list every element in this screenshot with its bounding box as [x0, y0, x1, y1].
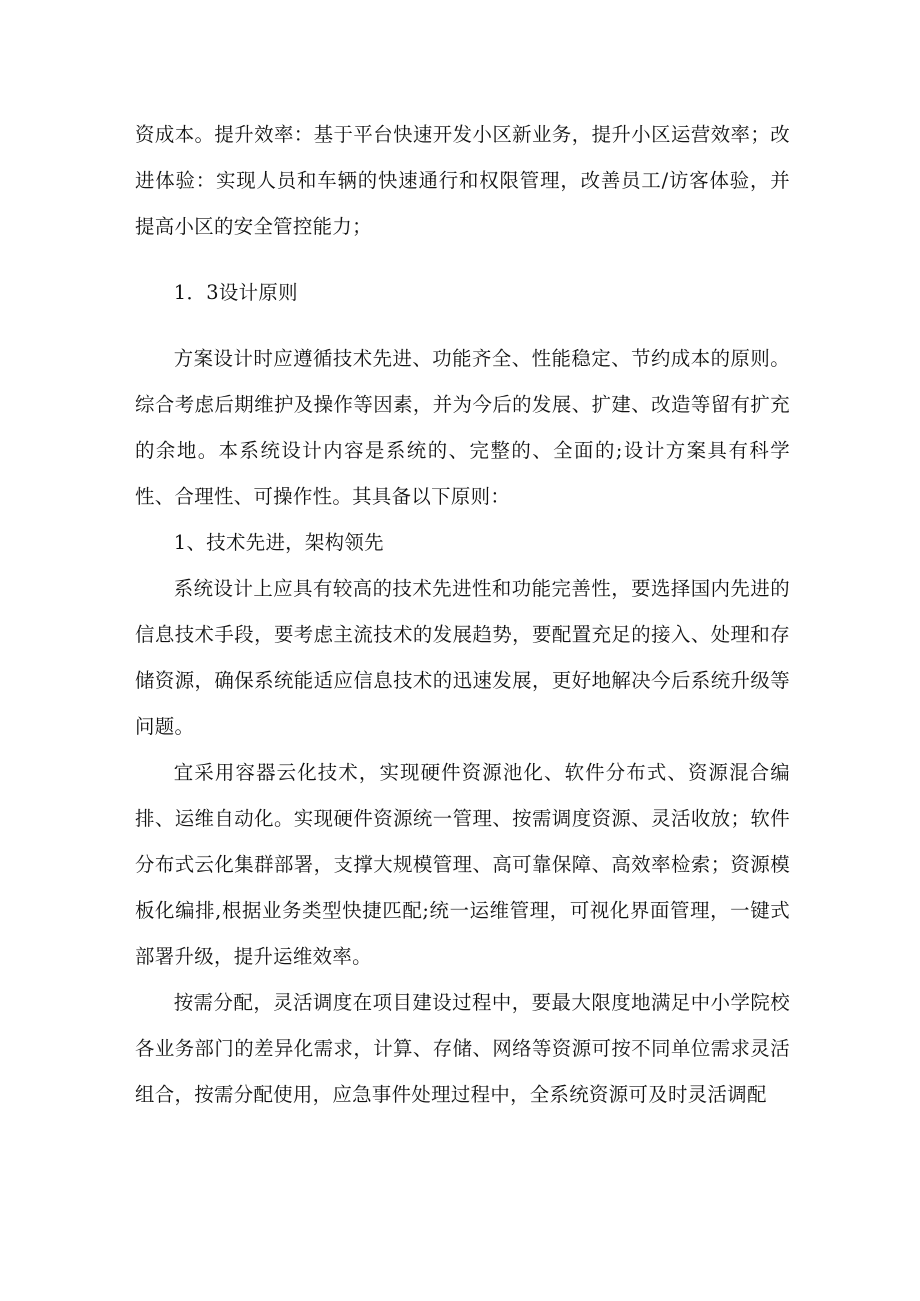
section-heading-design-principles: 1．3设计原则 [173, 281, 298, 304]
paragraph-continuation: 资成本。提升效率：基于平台快速开发小区新业务，提升小区运营效率；改进体验：实现人员和车辆的快速通行和权限管理，改善员工/访客体验，并提高小区的安全管控能力； [135, 123, 790, 238]
document-body [135, 112, 790, 1118]
list-heading-tech-advanced: 1、技术先进，架构领先 [173, 531, 384, 554]
paragraph-principles-intro: 方案设计时应遵循技术先进、功能齐全、性能稳定、节约成本的原则。综合考虑后期维护及操作等因素，并为今后的发展、扩建、改造等留有扩充的余地。本系统设计内容是系统的、完整的、全面的;设计方案具有科学性、合理性、可操作性。其具备以下原则： [135, 347, 790, 508]
paragraph-container-cloud: 宜采用容器云化技术，实现硬件资源池化、软件分布式、资源混合编排、运维自动化。实现硬件资源统一管理、按需调度资源、灵活收放；软件分布式云化集群部署，支撑大规模管理、高可靠保障、高效率检索；资源模板化编排,根据业务类型快捷匹配;统一运维管理，可视化界面管理，一键式部署升级，提升运维效率。 [135, 761, 790, 968]
paragraph-on-demand-allocation: 按需分配，灵活调度在项目建设过程中，要最大限度地满足中小学院校各业务部门的差异化需求，计算、存储、网络等资源可按不同单位需求灵活组合，按需分配使用，应急事件处理过程中，全系统资源可及时灵活调配 [135, 991, 790, 1106]
paragraph-tech-advanced: 系统设计上应具有较高的技术先进性和功能完善性，要选择国内先进的信息技术手段，要考虑主流技术的发展趋势，要配置充足的接入、处理和存储资源，确保系统能适应信息技术的迅速发展，更好地解决今后系统升级等问题。 [135, 577, 790, 738]
